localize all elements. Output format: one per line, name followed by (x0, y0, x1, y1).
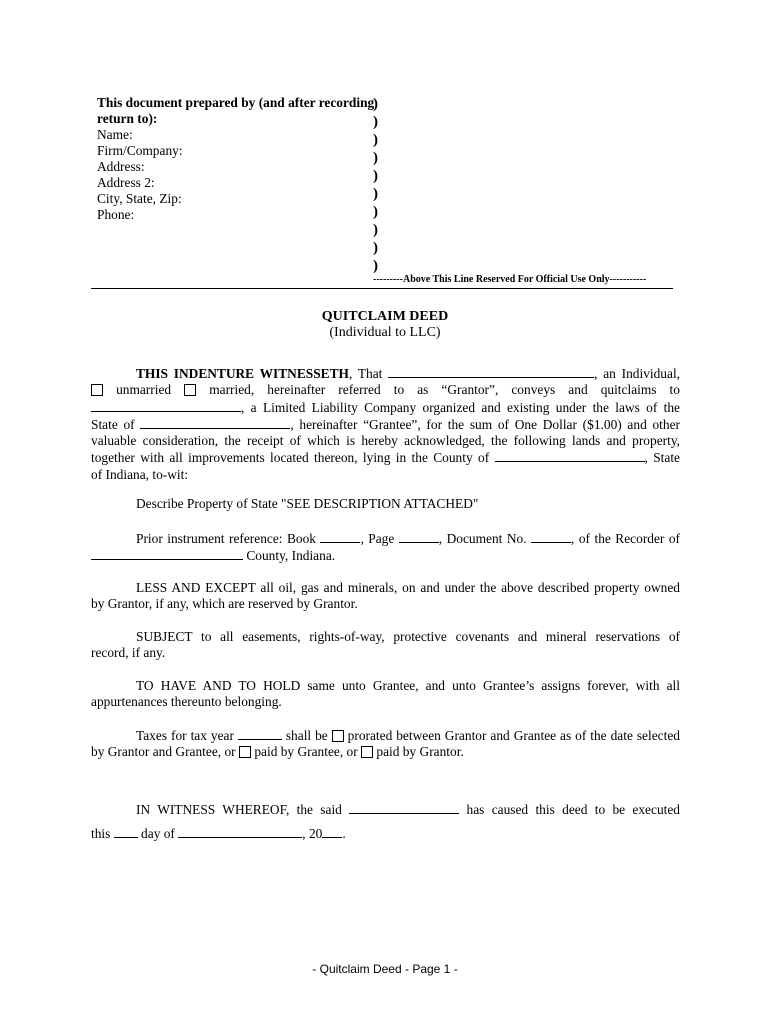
preparer-block (97, 95, 374, 223)
less-and-except-paragraph: LESS AND EXCEPT all oil, gas and minerals, on and under the above described property owned by Grantor, if any, which are reserved by Grantor. (91, 580, 680, 612)
recorder-county-blank[interactable] (91, 547, 243, 560)
taxes-paragraph: Taxes for tax year shall be prorated between Grantor and Grantee as of the date selected by Grantor and Grantee, or paid by Grantee, or paid by Grantor. (91, 728, 680, 760)
preparer-heading-line1: This document prepared by (and after recording (97, 95, 375, 110)
year-blank[interactable] (322, 825, 342, 838)
recording-divider (91, 288, 673, 289)
tax-year-blank[interactable] (238, 727, 282, 740)
reserved-line-text: ---------Above This Line Reserved For Official Use Only----------- (373, 274, 647, 285)
preparer-heading-line2: return to): (97, 111, 158, 126)
field-name: Name: (97, 127, 133, 142)
witness-line: IN WITNESS WHEREOF, the said has caused this deed to be executed (136, 802, 680, 817)
prior-instrument-paragraph: Prior instrument reference: Book , Page , Document No. , of the Recorder of County, Indiana. (91, 530, 680, 565)
witness-party-blank[interactable] (349, 801, 459, 814)
field-firm: Firm/Company: (97, 143, 183, 158)
llc-name-blank[interactable] (91, 399, 241, 412)
execution-date-line: this day of , 20 . (91, 826, 346, 841)
document-subtitle: (Individual to LLC) (329, 325, 441, 340)
field-address2: Address 2: (97, 175, 155, 190)
indenture-paragraph: THIS INDENTURE WITNESSETH, That , an Individual, unmarried married, hereinafter referred to as “Grantor”, conveys and quitclaims to , a Limited Liability Company organized and existing under the laws of the State of , hereinafter “Grantee”, for the sum of One Dollar ($1.00) and other valuable consideration, the receipt of which is hereby acknowledged, the following lands and property, together with all improvements located thereon, lying in the County of , State of Indiana, to-wit: (91, 366, 681, 482)
subject-paragraph: SUBJECT to all easements, rights-of-way, protective covenants and mineral reservations of record, if any. (91, 629, 680, 661)
field-city-state-zip: City, State, Zip: (97, 191, 182, 206)
document-title: QUITCLAIM DEED (321, 309, 449, 324)
bracket-column: ) ) ) ) ) ) ) ) ) ) (373, 96, 378, 274)
prorated-checkbox[interactable] (332, 730, 344, 742)
unmarried-checkbox[interactable] (91, 384, 103, 396)
habendum-paragraph: TO HAVE AND TO HOLD same unto Grantee, and unto Grantee’s assigns forever, with all appurtenances thereunto belonging. (91, 678, 680, 710)
paid-by-grantor-checkbox[interactable] (361, 746, 373, 758)
day-blank[interactable] (114, 825, 138, 838)
field-phone: Phone: (97, 207, 135, 222)
field-address: Address: (97, 159, 145, 174)
book-blank[interactable] (320, 530, 360, 543)
paid-by-grantee-checkbox[interactable] (239, 746, 251, 758)
page-blank[interactable] (399, 530, 439, 543)
document-no-blank[interactable] (531, 530, 571, 543)
state-blank[interactable] (140, 416, 290, 429)
indenture-heading: THIS INDENTURE WITNESSETH (136, 366, 349, 381)
married-checkbox[interactable] (184, 384, 196, 396)
county-blank[interactable] (495, 449, 645, 462)
month-blank[interactable] (178, 825, 302, 838)
grantor-name-blank[interactable] (388, 365, 594, 378)
describe-property: Describe Property of State "SEE DESCRIPTION ATTACHED" (136, 496, 479, 511)
page-footer: - Quitclaim Deed - Page 1 - (312, 962, 458, 976)
